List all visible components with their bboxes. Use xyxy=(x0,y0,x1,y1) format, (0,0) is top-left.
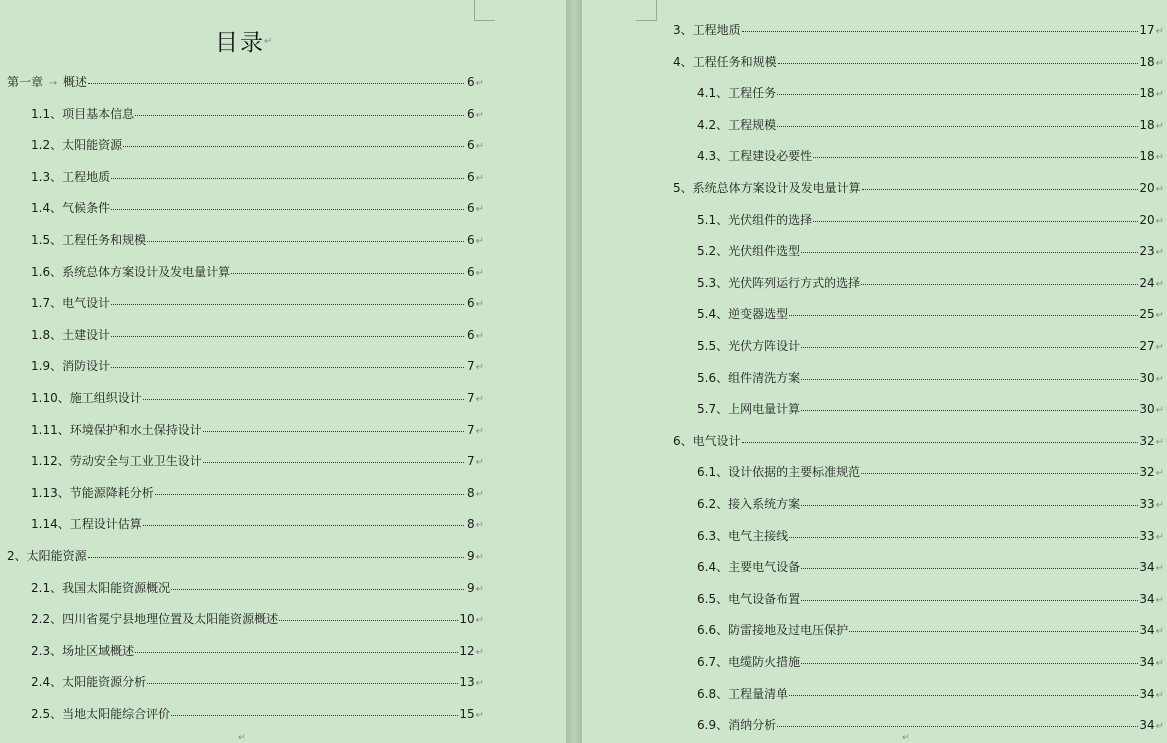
toc-entry-page: 34 xyxy=(1139,655,1155,669)
toc-entry-title: 接入系统方案 xyxy=(728,497,801,511)
toc-entry[interactable] xyxy=(673,433,1164,449)
dot-leader xyxy=(849,627,1138,632)
toc-entry-title: 消纳分析 xyxy=(728,718,777,733)
paragraph-mark-icon: ↵ xyxy=(1155,531,1164,543)
toc-entry[interactable] xyxy=(31,232,484,248)
toc-entry[interactable] xyxy=(697,401,1164,417)
toc-entry-title: 电气设备布置 xyxy=(728,591,801,606)
page-corner-mark xyxy=(636,0,657,21)
toc-entry-title: 主要电气设备 xyxy=(728,560,801,575)
toc-entry-number: 1.13、 xyxy=(31,485,70,500)
toc-entry[interactable] xyxy=(697,370,1164,386)
toc-entry[interactable] xyxy=(697,559,1164,575)
toc-entry[interactable] xyxy=(673,54,1164,70)
toc-entry-number: 5.7、 xyxy=(697,402,729,417)
toc-entry-number: 1.7、 xyxy=(31,296,63,311)
toc-entry-page: 15 xyxy=(459,707,475,721)
toc-entry[interactable] xyxy=(697,243,1164,259)
paragraph-mark-icon: ↵ xyxy=(475,394,484,405)
paragraph-mark-icon: ↵ xyxy=(1155,26,1164,37)
dot-leader xyxy=(777,90,1138,95)
toc-entry[interactable] xyxy=(31,516,484,532)
paragraph-mark-icon: ↵ xyxy=(1155,658,1164,669)
paragraph-mark-icon: ↵ xyxy=(475,330,484,342)
dot-leader xyxy=(111,205,464,210)
toc-entry-page: 6 xyxy=(466,233,475,247)
paragraph-mark-icon: ↵ xyxy=(475,236,484,247)
toc-entry[interactable] xyxy=(31,674,484,690)
dot-leader xyxy=(203,458,464,463)
dot-leader xyxy=(742,438,1139,443)
toc-entry-title: 工程建设必要性 xyxy=(728,149,813,164)
paragraph-mark-icon: ↵ xyxy=(1155,626,1164,638)
toc-entry-number: 1.2、 xyxy=(31,138,63,153)
toc-entry-number: 5.5、 xyxy=(697,339,729,353)
paragraph-mark-icon: ↵ xyxy=(1155,184,1164,195)
paragraph-mark-icon: ↵ xyxy=(902,733,910,743)
toc-entry[interactable] xyxy=(31,137,484,153)
toc-entry-title: 场址区域概述 xyxy=(62,643,135,658)
dot-leader xyxy=(135,111,464,116)
toc-entry-page: 17 xyxy=(1139,23,1155,37)
paragraph-mark-icon: ↵ xyxy=(475,362,484,374)
toc-entry-number: 4.2、 xyxy=(697,117,729,132)
page-gutter xyxy=(566,0,582,743)
toc-entry-page: 20 xyxy=(1139,181,1155,195)
dot-leader xyxy=(742,27,1139,32)
toc-entry-number: 6.9、 xyxy=(697,718,729,733)
toc-entry[interactable] xyxy=(697,212,1164,228)
toc-entry-page: 23 xyxy=(1139,244,1155,259)
toc-entry-number: 1.14、 xyxy=(31,517,70,532)
toc-entry-title: 当地太阳能综合评价 xyxy=(62,707,171,721)
toc-entry-title: 防雷接地及过电压保护 xyxy=(728,623,849,638)
toc-entry[interactable] xyxy=(31,295,484,311)
toc-entry-page: 33 xyxy=(1139,528,1155,543)
dot-leader xyxy=(801,248,1138,253)
toc-entry-number: 6.1、 xyxy=(697,465,729,480)
paragraph-mark-icon: ↵ xyxy=(1155,373,1164,385)
dot-leader xyxy=(88,79,464,84)
paragraph-mark-icon: ↵ xyxy=(1155,436,1164,448)
dot-leader xyxy=(789,691,1138,696)
toc-entry-title: 四川省冕宁县地理位置及太阳能资源概述 xyxy=(62,612,279,627)
paragraph-mark-icon: ↵ xyxy=(1155,689,1164,701)
toc-entry-page: 18 xyxy=(1139,117,1155,132)
toc-entry-number: 2.3、 xyxy=(31,643,63,658)
toc-entry-number: 1.5、 xyxy=(31,233,63,247)
toc-entry-number: 1.6、 xyxy=(31,264,63,279)
toc-entry-page: 32 xyxy=(1139,433,1155,448)
paragraph-mark-icon: ↵ xyxy=(264,36,273,47)
dot-leader xyxy=(862,185,1139,190)
toc-entry-page: 24 xyxy=(1139,275,1155,290)
toc-entry-page: 25 xyxy=(1139,307,1155,322)
toc-entry[interactable] xyxy=(697,528,1164,544)
toc-entry[interactable] xyxy=(31,453,484,469)
toc-entry-page: 18 xyxy=(1139,149,1155,164)
toc-entry-page: 34 xyxy=(1139,718,1155,733)
toc-entry-title: 设计依据的主要标准规范 xyxy=(728,465,861,480)
toc-entry[interactable] xyxy=(697,591,1164,607)
toc-entry-title: 组件清洗方案 xyxy=(728,370,801,385)
toc-entry[interactable] xyxy=(31,611,484,627)
toc-entry-title: 环境保护和水土保持设计 xyxy=(69,422,202,437)
toc-entry[interactable] xyxy=(697,275,1164,291)
paragraph-mark-icon: ↵ xyxy=(475,141,484,153)
toc-entry-title: 工程规模 xyxy=(728,117,777,132)
toc-title: 目录 xyxy=(215,30,265,56)
toc-entry-title: 电缆防火措施 xyxy=(728,655,801,669)
toc-entry[interactable] xyxy=(697,717,1164,733)
toc-entry-number: 1.3、 xyxy=(31,169,63,184)
toc-entry-title: 工程地质 xyxy=(62,169,111,184)
toc-entry[interactable] xyxy=(697,686,1164,702)
toc-entry-number: 4.1、 xyxy=(697,86,729,101)
dot-leader xyxy=(123,142,464,147)
paragraph-mark-icon: ↵ xyxy=(475,488,484,500)
document-page-right xyxy=(582,0,1167,743)
toc-entry-title: 光伏阵列运行方式的选择 xyxy=(728,275,861,290)
toc-entry-number: 1.8、 xyxy=(31,327,63,342)
paragraph-mark-icon: ↵ xyxy=(475,615,484,627)
toc-entry-number: 6、 xyxy=(673,433,693,448)
toc-entry[interactable] xyxy=(31,485,484,501)
toc-entry-page: 34 xyxy=(1139,591,1155,606)
dot-leader xyxy=(778,59,1139,64)
paragraph-mark-icon: ↵ xyxy=(1155,468,1164,480)
toc-entry-page: 7 xyxy=(466,391,475,405)
toc-entry-page: 20 xyxy=(1139,212,1155,227)
toc-entry-number: 5.6、 xyxy=(697,370,729,385)
dot-leader xyxy=(111,363,464,368)
toc-entry-number: 1.11、 xyxy=(31,422,70,437)
toc-entry-page: 18 xyxy=(1139,86,1155,101)
toc-entry-title: 系统总体方案设计及发电量计算 xyxy=(692,181,861,195)
toc-entry-page: 13 xyxy=(459,675,475,690)
toc-entry-number: 6.5、 xyxy=(697,591,729,606)
toc-entry[interactable] xyxy=(31,643,484,659)
toc-entry-number: 5.1、 xyxy=(697,212,729,227)
paragraph-mark-icon: ↵ xyxy=(475,78,484,89)
toc-entry-number: 2.2、 xyxy=(31,612,63,627)
toc-entry-title: 工程量清单 xyxy=(728,686,789,701)
toc-entry-number: 5.3、 xyxy=(697,275,729,290)
toc-entry-page: 9 xyxy=(466,580,475,595)
toc-entry-title: 工程地质 xyxy=(692,23,741,37)
dot-leader xyxy=(143,521,464,526)
toc-entry-page: 8 xyxy=(466,517,475,532)
dot-leader xyxy=(801,659,1138,664)
paragraph-mark-icon: ↵ xyxy=(1155,57,1164,69)
toc-entry-number: 2.5、 xyxy=(31,707,63,721)
dot-leader xyxy=(147,237,464,242)
toc-entry-number: 3、 xyxy=(673,23,693,37)
paragraph-mark-icon: ↵ xyxy=(1155,89,1164,101)
paragraph-mark-icon: ↵ xyxy=(475,520,484,532)
toc-entry[interactable] xyxy=(697,148,1164,164)
paragraph-mark-icon: ↵ xyxy=(1155,500,1164,511)
paragraph-mark-icon: ↵ xyxy=(475,710,484,721)
toc-entry-number: 6.3、 xyxy=(697,528,729,543)
paragraph-mark-icon: ↵ xyxy=(475,425,484,437)
toc-entry-number: 6.8、 xyxy=(697,686,729,701)
toc-entry-title: 系统总体方案设计及发电量计算 xyxy=(62,264,231,279)
toc-entry-title: 电气设计 xyxy=(62,296,111,311)
toc-entry[interactable] xyxy=(697,654,1164,670)
paragraph-mark-icon: ↵ xyxy=(1155,215,1164,227)
toc-entry-page: 6 xyxy=(466,264,475,279)
dot-leader xyxy=(789,533,1138,538)
toc-entry[interactable] xyxy=(673,180,1164,196)
toc-entry[interactable] xyxy=(7,74,484,90)
paragraph-mark-icon: ↵ xyxy=(1155,563,1164,575)
toc-entry-number: 6.2、 xyxy=(697,497,729,511)
dot-leader xyxy=(861,280,1138,285)
toc-entry-title: 光伏组件选型 xyxy=(728,244,801,259)
toc-entry-title: 电气主接线 xyxy=(728,528,789,543)
toc-entry-number: 5.2、 xyxy=(697,244,729,259)
toc-entry-page: 18 xyxy=(1139,54,1155,69)
paragraph-mark-icon: ↵ xyxy=(1155,721,1164,733)
dot-leader xyxy=(203,427,464,432)
toc-entry-title: 太阳能资源 xyxy=(62,138,123,153)
paragraph-mark-icon: ↵ xyxy=(238,733,246,743)
toc-entry-number: 2.4、 xyxy=(31,675,63,690)
dot-leader xyxy=(813,217,1138,222)
toc-entry-number: 第一章 xyxy=(7,75,44,89)
toc-entry-title: 工程任务和规模 xyxy=(692,54,777,69)
toc-entry-page: 30 xyxy=(1139,402,1155,417)
toc-entry-number: 1.9、 xyxy=(31,359,63,374)
toc-entry-title: 电气设计 xyxy=(692,433,741,448)
toc-entry-number: 4、 xyxy=(673,54,693,69)
toc-entry[interactable] xyxy=(31,106,484,122)
toc-entry-title: 项目基本信息 xyxy=(62,106,135,121)
toc-entry-title: 劳动安全与工业卫生设计 xyxy=(69,454,202,469)
toc-entry[interactable] xyxy=(31,422,484,438)
paragraph-mark-icon: ↵ xyxy=(1155,594,1164,606)
toc-entry-title: 气候条件 xyxy=(62,201,111,216)
toc-entry[interactable] xyxy=(673,22,1164,38)
toc-entry[interactable] xyxy=(697,338,1164,354)
toc-entry-page: 7 xyxy=(466,422,475,437)
toc-entry-title: 太阳能资源分析 xyxy=(62,675,147,690)
toc-entry-title: 上网电量计算 xyxy=(728,402,801,417)
paragraph-mark-icon: ↵ xyxy=(475,678,484,690)
toc-entry-title: 太阳能资源 xyxy=(26,549,87,563)
toc-entry-number: 5.4、 xyxy=(697,307,729,322)
paragraph-mark-icon: ↵ xyxy=(475,646,484,658)
toc-entry-number: 1.12、 xyxy=(31,454,70,469)
paragraph-mark-icon: ↵ xyxy=(475,204,484,216)
dot-leader xyxy=(135,648,458,653)
dot-leader xyxy=(111,300,464,305)
paragraph-mark-icon: ↵ xyxy=(475,299,484,311)
paragraph-mark-icon: ↵ xyxy=(475,457,484,469)
document-page-left xyxy=(0,0,566,743)
toc-entry-page: 9 xyxy=(466,549,475,563)
toc-entry-page: 27 xyxy=(1139,339,1155,353)
toc-entry[interactable] xyxy=(7,548,484,564)
toc-entry-title: 工程设计估算 xyxy=(69,517,142,532)
toc-entry-page: 6 xyxy=(466,169,475,184)
dot-leader xyxy=(801,343,1138,348)
dot-leader xyxy=(801,501,1138,506)
toc-entry-number: 2、 xyxy=(7,549,27,563)
toc-entry-title: 工程任务和规模 xyxy=(62,233,147,247)
toc-entry-number: 1.10、 xyxy=(31,391,70,405)
toc-entry-number: 1.4、 xyxy=(31,201,63,216)
toc-entry-title: 土建设计 xyxy=(62,327,111,342)
paragraph-mark-icon: ↵ xyxy=(1155,342,1164,353)
dot-leader xyxy=(231,269,464,274)
toc-entry-page: 6 xyxy=(466,75,475,89)
dot-leader xyxy=(171,585,464,590)
toc-entry-page: 6 xyxy=(466,327,475,342)
paragraph-mark-icon: ↵ xyxy=(475,109,484,121)
paragraph-mark-icon: ↵ xyxy=(475,583,484,595)
toc-entry[interactable] xyxy=(31,390,484,406)
dot-leader xyxy=(88,553,464,558)
dot-leader xyxy=(111,332,464,337)
toc-entry[interactable] xyxy=(31,264,484,280)
toc-entry-title: 光伏组件的选择 xyxy=(728,212,813,227)
toc-entry-title: 节能源降耗分析 xyxy=(69,485,154,500)
dot-leader xyxy=(801,596,1138,601)
toc-entry-title: 概述 xyxy=(63,75,88,89)
toc-entry-title: 逆变器选型 xyxy=(728,307,789,322)
toc-entry-page: 12 xyxy=(459,643,475,658)
toc-entry-page: 10 xyxy=(459,612,475,627)
toc-entry-title: 工程任务 xyxy=(728,86,777,101)
toc-entry-page: 6 xyxy=(466,296,475,311)
dot-leader xyxy=(111,174,464,179)
dot-leader xyxy=(777,122,1138,127)
toc-entry-number: 6.4、 xyxy=(697,560,729,575)
toc-entry-page: 34 xyxy=(1139,560,1155,575)
dot-leader xyxy=(171,711,458,716)
dot-leader xyxy=(801,564,1138,569)
toc-entry-number: 1.1、 xyxy=(31,106,63,121)
toc-entry[interactable] xyxy=(697,622,1164,638)
dot-leader xyxy=(147,679,458,684)
toc-entry-page: 7 xyxy=(466,359,475,374)
dot-leader xyxy=(155,490,464,495)
toc-entry[interactable] xyxy=(31,327,484,343)
dot-leader xyxy=(801,406,1138,411)
toc-entry-page: 8 xyxy=(466,485,475,500)
dot-leader xyxy=(789,311,1138,316)
toc-entry[interactable] xyxy=(31,169,484,185)
toc-entry-page: 7 xyxy=(466,454,475,469)
paragraph-mark-icon: ↵ xyxy=(475,267,484,279)
toc-entry-page: 6 xyxy=(466,201,475,216)
toc-entry-page: 33 xyxy=(1139,497,1155,511)
paragraph-mark-icon: ↵ xyxy=(1155,152,1164,164)
toc-entry-page: 34 xyxy=(1139,623,1155,638)
toc-entry-page: 32 xyxy=(1139,465,1155,480)
toc-entry-page: 6 xyxy=(466,138,475,153)
toc-entry[interactable] xyxy=(697,464,1164,480)
dot-leader xyxy=(861,469,1138,474)
toc-entry[interactable] xyxy=(31,706,484,722)
dot-leader xyxy=(813,153,1138,158)
toc-entry-title: 光伏方阵设计 xyxy=(728,339,801,353)
toc-entry[interactable] xyxy=(31,358,484,374)
toc-entry-page: 30 xyxy=(1139,370,1155,385)
toc-entry-number: 2.1、 xyxy=(31,580,63,595)
toc-entry-number: 4.3、 xyxy=(697,149,729,164)
paragraph-mark-icon: ↵ xyxy=(1155,310,1164,322)
dot-leader xyxy=(279,616,458,621)
paragraph-mark-icon: ↵ xyxy=(1155,120,1164,132)
toc-entry[interactable] xyxy=(31,580,484,596)
paragraph-mark-icon: ↵ xyxy=(475,172,484,184)
dot-leader xyxy=(143,395,464,400)
toc-entry-number: 6.7、 xyxy=(697,655,729,669)
toc-entry-page: 6 xyxy=(466,106,475,121)
tab-mark-icon: → xyxy=(48,78,58,89)
toc-entry[interactable] xyxy=(697,306,1164,322)
toc-entry[interactable] xyxy=(697,85,1164,101)
paragraph-mark-icon: ↵ xyxy=(475,552,484,563)
page-corner-mark xyxy=(474,0,495,21)
toc-entry-number: 5、 xyxy=(673,181,693,195)
toc-entry-title: 施工组织设计 xyxy=(69,391,142,405)
toc-entry-title: 消防设计 xyxy=(62,359,111,374)
dot-leader xyxy=(801,375,1138,380)
paragraph-mark-icon: ↵ xyxy=(1155,278,1164,290)
toc-entry[interactable] xyxy=(697,117,1164,133)
toc-entry[interactable] xyxy=(31,200,484,216)
paragraph-mark-icon: ↵ xyxy=(1155,247,1164,259)
toc-entry-number: 6.6、 xyxy=(697,623,729,638)
dot-leader xyxy=(777,722,1138,727)
toc-entry-title: 我国太阳能资源概况 xyxy=(62,580,171,595)
toc-entry[interactable] xyxy=(697,496,1164,512)
paragraph-mark-icon: ↵ xyxy=(1155,405,1164,417)
toc-entry-page: 34 xyxy=(1139,686,1155,701)
